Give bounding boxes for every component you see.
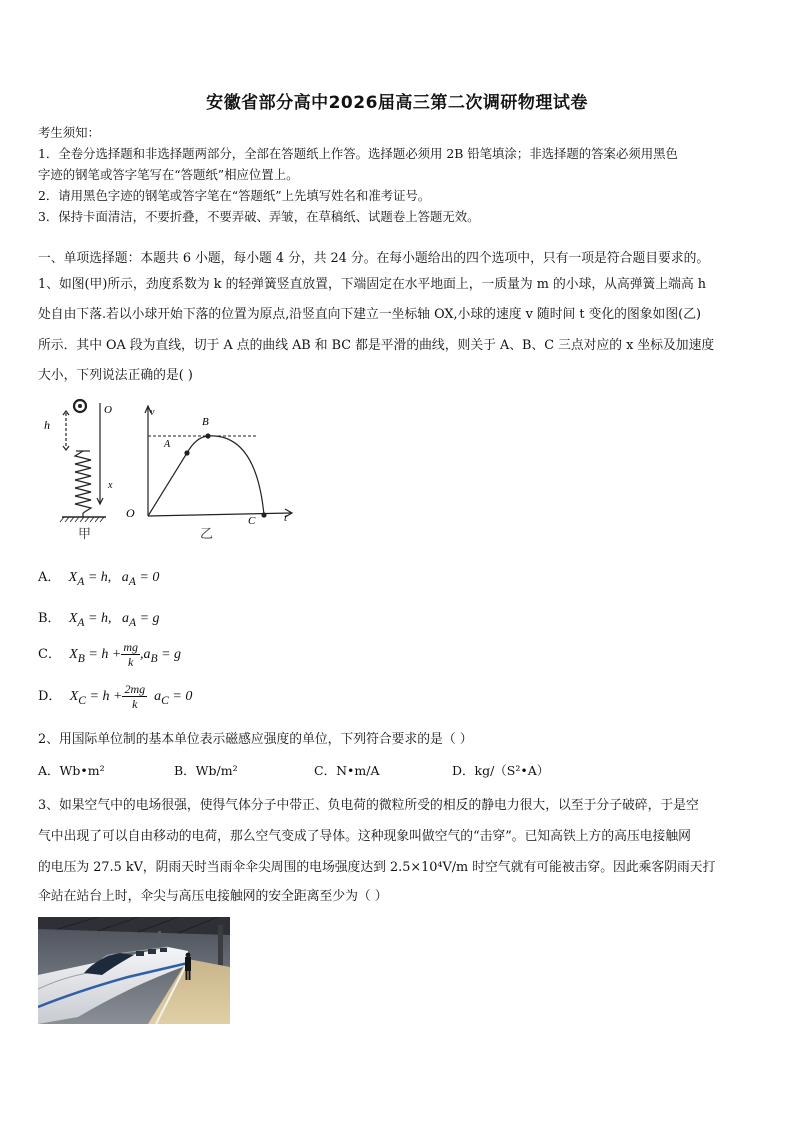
- label-x: x: [108, 480, 113, 491]
- notice-item: 2．请用黑色字迹的钢笔或答字笔在“答题纸”上先填写姓名和准考证号。: [38, 188, 431, 203]
- label-v: v: [150, 407, 155, 418]
- label-o-top: O: [104, 404, 112, 416]
- notice-item: 1．全卷分选择题和非选择题两部分，全部在答题纸上作答。选择题必须用 2B 铅笔填涂；非选择题的答案必须用黑色: [38, 146, 678, 161]
- notice-heading: 考生须知：: [38, 125, 100, 140]
- label-c: C: [248, 515, 256, 527]
- spring-icon: [75, 451, 91, 513]
- label-b: B: [202, 416, 209, 428]
- q2-option-c: C．N•m/A: [314, 763, 380, 778]
- question-3-line: 3、如果空气中的电场很强，使得气体分子中带正、负电荷的微粒所受的相反的静电力很大，以至于分子破碎，于是空: [38, 798, 699, 813]
- label-t: t: [284, 512, 288, 524]
- exam-title: 安徽省部分高中2026届高三第二次调研物理试卷: [206, 93, 588, 113]
- high-speed-train-photo: [38, 917, 230, 1024]
- option-d: D． $X_C = h$ + $\frac{2mg}{k}$ $a_C = 0$: [38, 682, 193, 711]
- question-2-options: [38, 761, 549, 779]
- question-1-line: 1、如图(甲)所示，劲度系数为 k 的轻弹簧竖直放置，下端固定在水平地面上，一质量为 m 的小球，从高弹簧上端高 h: [38, 277, 707, 292]
- option-b: B． $X_A = h$, $a_A = g$: [38, 611, 160, 629]
- label-yi: 乙: [200, 527, 214, 542]
- q2-option-b: B．Wb/m²: [174, 763, 238, 778]
- section-heading: 一、单项选择题：本题共 6 小题，每小题 4 分，共 24 分。在每小题给出的四个选项中，只有一项是符合题目要求的。: [38, 251, 710, 266]
- spring-and-velocity-figure: [36, 393, 306, 543]
- notice-item: 字迹的钢笔或答字笔写在“答题纸”相应位置上。: [38, 167, 299, 182]
- spring-diagram: [60, 400, 106, 522]
- notice-item: 3．保持卡面清洁，不要折叠，不要弄破、弄皱，在草稿纸、试题卷上答题无效。: [38, 209, 480, 224]
- question-2-stem: 2、用国际单位制的基本单位表示磁感应强度的单位，下列符合要求的是（ ）: [38, 732, 473, 747]
- velocity-time-graph: [145, 406, 292, 518]
- fraction: $\frac{mg}{k}$: [123, 640, 138, 669]
- question-3-line: 伞站在站台上时，伞尖与高压电接触网的安全距离至少为（ ）: [38, 889, 388, 904]
- option-a: A． $X_A = h$, $a_A = 0$: [38, 570, 160, 588]
- label-h: h: [44, 418, 50, 432]
- fraction: $\frac{2mg}{k}$: [124, 682, 146, 711]
- label-a: A: [164, 439, 171, 450]
- q2-option-a: A．Wb•m²: [38, 763, 105, 778]
- q2-option-d: D．kg/（S²•A）: [452, 763, 550, 778]
- option-c: C． $X_B = h$ + $\frac{mg}{k}$ $,a_B = g$: [38, 640, 182, 669]
- question-1-line: 所示．其中 OA 段为直线，切于 A 点的曲线 AB 和 BC 都是平滑的曲线，则关于 A、B、C 三点对应的 x 坐标及加速度: [38, 338, 715, 353]
- question-1-line: 大小，下列说法正确的是( ): [38, 368, 193, 383]
- question-3-line: 气中出现了可以自由移动的电荷，那么空气变成了导体。这种现象叫做空气的“击穿”。已知高铁上方的高压电接触网: [38, 829, 691, 844]
- question-1-line: 处自由下落.若以小球开始下落的位置为原点,沿竖直向下建立一坐标轴 OX,小球的速度 v 随时间 t 变化的图象如图(乙): [38, 307, 701, 322]
- label-o: O: [126, 506, 135, 520]
- label-jia: 甲: [78, 527, 92, 542]
- question-3-line: 的电压为 27.5 kV，阴雨天时当雨伞伞尖周围的电场强度达到 2.5×10⁴V/m 时空气就有可能被击穿。因此乘客阴雨天打: [38, 860, 716, 875]
